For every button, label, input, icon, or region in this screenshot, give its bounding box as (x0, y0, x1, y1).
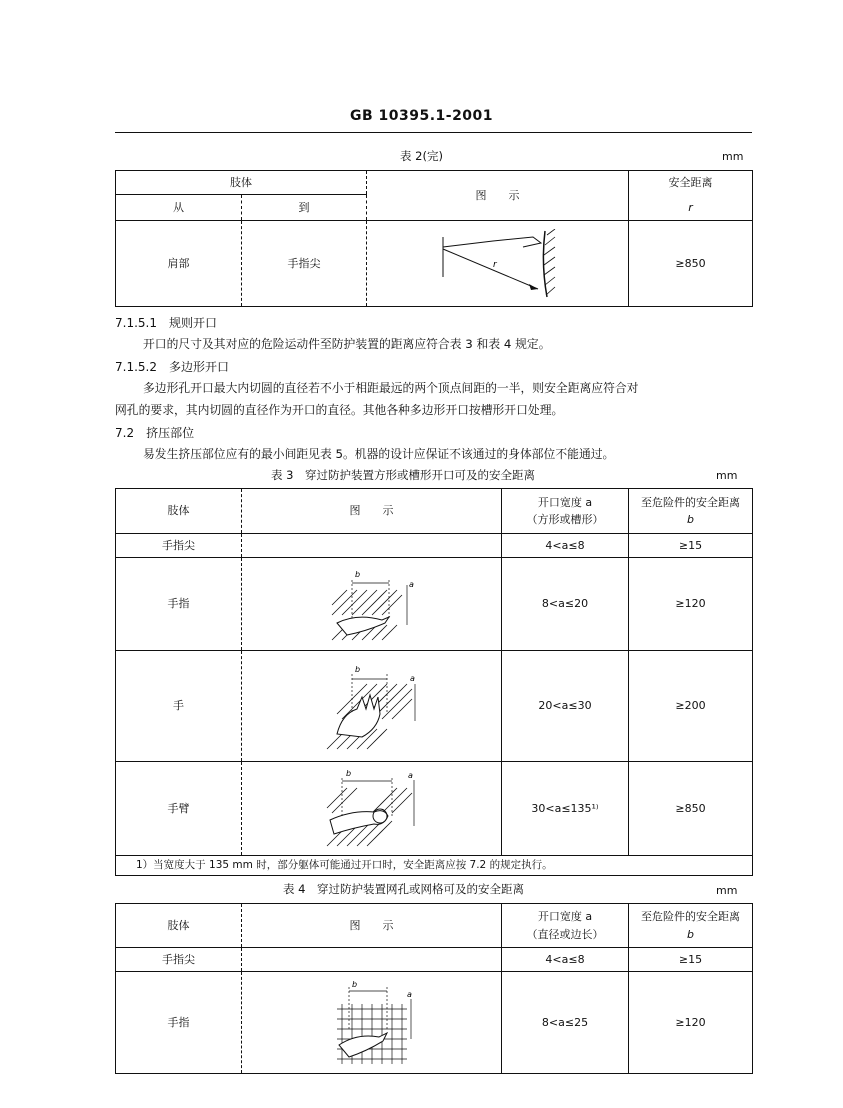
t4-header-limb: 肢体 (116, 904, 242, 948)
svg-text:a: a (408, 580, 414, 589)
t2-header-limb: 肢体 (116, 171, 367, 195)
table3-unit: mm (716, 469, 738, 482)
finger-slot-diagram (327, 565, 417, 643)
t3-header-safe (629, 489, 753, 534)
t3-row-open: 30<a≤135¹⁾ (502, 762, 629, 856)
finger-mesh-diagram (327, 979, 417, 1067)
table4-unit: mm (716, 884, 738, 897)
svg-text:a: a (409, 673, 415, 683)
t3-header-figure: 图 示 (242, 489, 502, 534)
section-7-1-5-2-text-1: 多边形孔开口最大内切圆的直径若不小于相距最远的两个顶点间距的一半，则安全距离应符合对 (143, 381, 639, 395)
t2-row-value: ≥850 (629, 221, 753, 307)
t2-header-figure: 图 示 (367, 171, 629, 221)
t4-row-safe: ≥120 (629, 972, 753, 1074)
t3-header-safe-2: b (687, 513, 694, 526)
t4-header-safe-1: 至危险件的安全距离 (641, 910, 740, 924)
t4-row-open: 4<a≤8 (502, 948, 629, 972)
table2-caption: 表 2(完) (400, 149, 443, 163)
document-header: GB 10395.1-2001 (349, 108, 494, 124)
section-7-1-5-1-heading: 7.1.5.1 规则开口 (115, 316, 217, 330)
t4-row-open: 8<a≤25 (502, 972, 629, 1074)
t4-row-limb: 手指 (116, 972, 242, 1074)
t3-row-limb: 手臂 (116, 762, 242, 856)
svg-text:a: a (407, 770, 413, 780)
t3-row-limb: 手 (116, 651, 242, 762)
t3-header-opening (502, 489, 629, 534)
t3-row-open: 20<a≤30 (502, 651, 629, 762)
arm-slot-diagram (322, 768, 422, 850)
t3-row-safe: ≥120 (629, 558, 753, 651)
table4-caption: 表 4 穿过防护装置网孔或网格可及的安全距离 (283, 882, 524, 896)
t3-row-open: 8<a≤20 (502, 558, 629, 651)
t3-row-figure (242, 651, 502, 762)
t3-footnote: 1）当宽度大于 135 mm 时，部分躯体可能通过开口时，安全距离应按 7.2 的规定执行。 (116, 856, 753, 876)
section-7-1-5-2-text-2: 网孔的要求，其内切圆的直径作为开口的直径。其他各种多边形开口按槽形开口处理。 (115, 403, 564, 417)
t3-row-figure (242, 558, 502, 651)
hand-slot-diagram (322, 659, 422, 754)
t4-row-safe: ≥15 (629, 948, 753, 972)
header-rule (115, 132, 752, 133)
table2 (115, 170, 753, 307)
table4 (115, 903, 753, 1074)
t2-header-safe-symbol: r (629, 195, 753, 221)
t3-row-limb: 手指尖 (116, 534, 242, 558)
shoulder-reach-diagram (423, 229, 573, 299)
t3-row-open: 4<a≤8 (502, 534, 629, 558)
t3-row-safe: ≥15 (629, 534, 753, 558)
t2-header-to: 到 (242, 195, 367, 221)
t2-row-to: 手指尖 (242, 221, 367, 307)
svg-text:b: b (354, 664, 360, 674)
t3-header-opening-2: （方形或槽形） (526, 513, 604, 526)
section-7-1-5-2-heading: 7.1.5.2 多边形开口 (115, 360, 229, 374)
t2-figure (367, 221, 629, 307)
svg-text:r: r (492, 259, 497, 270)
t4-header-safe (629, 904, 753, 948)
t3-row-figure (242, 762, 502, 856)
svg-text:b: b (354, 570, 360, 579)
section-7-1-5-1-text: 开口的尺寸及其对应的危险运动件至防护装置的距离应符合表 3 和表 4 规定。 (143, 337, 551, 351)
svg-text:b: b (351, 979, 357, 989)
t4-row-limb: 手指尖 (116, 948, 242, 972)
t4-row-figure (242, 972, 502, 1074)
t3-row-figure (242, 534, 502, 558)
t2-row-from: 肩部 (116, 221, 242, 307)
t3-header-limb: 肢体 (116, 489, 242, 534)
table2-unit: mm (722, 150, 744, 163)
table3 (115, 488, 753, 876)
svg-text:b: b (345, 768, 351, 778)
t4-header-opening-2: （直径或边长） (526, 927, 604, 941)
t3-header-opening-1: 开口宽度 a (537, 495, 593, 509)
t3-row-limb: 手指 (116, 558, 242, 651)
t4-header-opening-1: 开口宽度 a (537, 910, 593, 924)
table3-caption: 表 3 穿过防护装置方形或槽形开口可及的安全距离 (271, 468, 535, 482)
t4-header-safe-2: b (687, 927, 694, 941)
t3-header-safe-1: 至危险件的安全距离 (641, 495, 740, 509)
section-7-2-heading: 7.2 挤压部位 (115, 426, 195, 440)
t3-row-safe: ≥850 (629, 762, 753, 856)
svg-text:a: a (406, 989, 412, 999)
t4-header-figure: 图 示 (242, 904, 502, 948)
section-7-2-text: 易发生挤压部位应有的最小间距见表 5。机器的设计应保证不该通过的身体部位不能通过。 (143, 447, 615, 461)
t2-header-from: 从 (116, 195, 242, 221)
t2-header-safe: 安全距离 (629, 171, 753, 195)
t4-header-opening (502, 904, 629, 948)
t3-row-safe: ≥200 (629, 651, 753, 762)
t4-row-figure (242, 948, 502, 972)
